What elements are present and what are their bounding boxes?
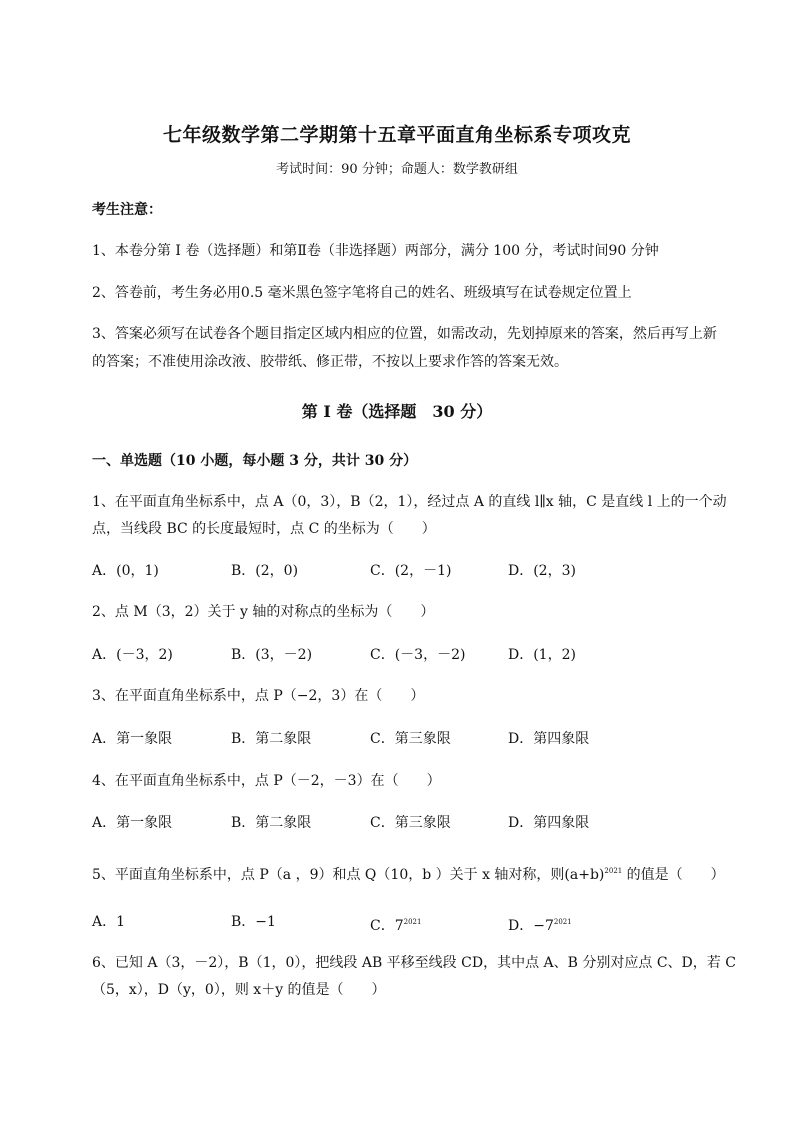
notice-item-1: 1、本卷分第 I 卷（选择题）和第Ⅱ卷（非选择题）两部分，满分 100 分，考试时间90 分钟: [92, 243, 659, 259]
question-5-stem-end: 的值是（ ）: [622, 867, 725, 883]
option-a: A．1: [92, 914, 126, 930]
option-a: A．第一象限: [92, 731, 173, 747]
option-a: A．第一象限: [92, 815, 173, 831]
option-c: C．(－3，－2): [370, 647, 466, 663]
question-1-stem: 1、在平面直角坐标系中，点 A（0，3），B（2，1），经过点 A 的直线 l∥x 轴，C 是直线 l 上的一个动: [92, 494, 727, 510]
question-1-stem-cont: 点，当线段 BC 的长度最短时，点 C 的坐标为（ ）: [92, 521, 436, 537]
option-b: B．(3，－2): [231, 647, 313, 663]
question-6-stem-cont: （5，x），D（y，0），则 x＋y 的值是（ ）: [92, 982, 386, 998]
option-d: D．(1，2): [508, 647, 576, 663]
option-d: D．第四象限: [508, 815, 590, 831]
option-b: B．−1: [231, 914, 276, 930]
question-1-options: [92, 561, 752, 581]
option-b: B．第二象限: [231, 731, 312, 747]
option-c: C．第三象限: [370, 815, 451, 831]
option-c-exponent: 2021: [403, 918, 422, 926]
question-4-options: [92, 813, 752, 833]
notice-item-3: 3、答案必须写在试卷各个题目指定区域内相应的位置，如需改动，先划掉原来的答案，然后再写上新: [92, 326, 717, 342]
question-5-stem-text: 5、平面直角坐标系中，点 P（a ，9）和点 Q（10，b ）关于 x 轴对称，则(a+b): [92, 867, 605, 883]
option-d: [508, 912, 572, 936]
option-b: B．第二象限: [231, 815, 312, 831]
question-4-stem: 4、在平面直角坐标系中，点 P（－2，－3）在（ ）: [92, 773, 441, 789]
option-c: C．第三象限: [370, 731, 451, 747]
notice-heading: 考生注意：: [92, 202, 162, 218]
question-2-stem: 2、点 M（3，2）关于 y 轴的对称点的坐标为（ ）: [92, 604, 435, 620]
option-c: C．(2，－1): [370, 563, 452, 579]
option-d-exponent: 2021: [553, 918, 572, 926]
question-3-options: [92, 729, 752, 749]
question-5-stem: [92, 861, 752, 885]
question-5-options: [92, 912, 752, 932]
exponent: 2021: [604, 867, 623, 875]
option-d: D．第四象限: [508, 731, 590, 747]
question-6-stem: 6、已知 A（3，－2），B（1，0），把线段 AB 平移至线段 CD，其中点 A、B 分别对应点 C、D，若 C: [92, 955, 736, 971]
option-c: [370, 912, 421, 936]
option-a: A．(－3，2): [92, 647, 173, 663]
notice-item-3-cont: 的答案；不准使用涂改液、胶带纸、修正带，不按以上要求作答的答案无效。: [92, 354, 568, 370]
notice-item-2: 2、答卷前，考生务必用0.5 毫米黑色签字笔将自己的姓名、班级填写在试卷规定位置上: [92, 285, 632, 301]
option-b: B．(2，0): [231, 563, 299, 579]
part-heading: 一、单选题（10 小题，每小题 3 分，共计 30 分）: [92, 453, 418, 469]
question-3-stem: 3、在平面直角坐标系中，点 P（−2，3）在（ ）: [92, 688, 425, 704]
option-c-text: C．7: [370, 918, 404, 934]
exam-info: 考试时间：90 分钟；命题人：数学教研组: [276, 162, 518, 177]
option-a: A．(0，1): [92, 563, 159, 579]
page-title: 七年级数学第二学期第十五章平面直角坐标系专项攻克: [162, 124, 631, 146]
section-title: 第 I 卷（选择题 30 分）: [301, 402, 493, 421]
question-2-options: [92, 645, 752, 665]
option-d-text: D．−7: [508, 918, 554, 934]
option-d: D．(2，3): [508, 563, 576, 579]
